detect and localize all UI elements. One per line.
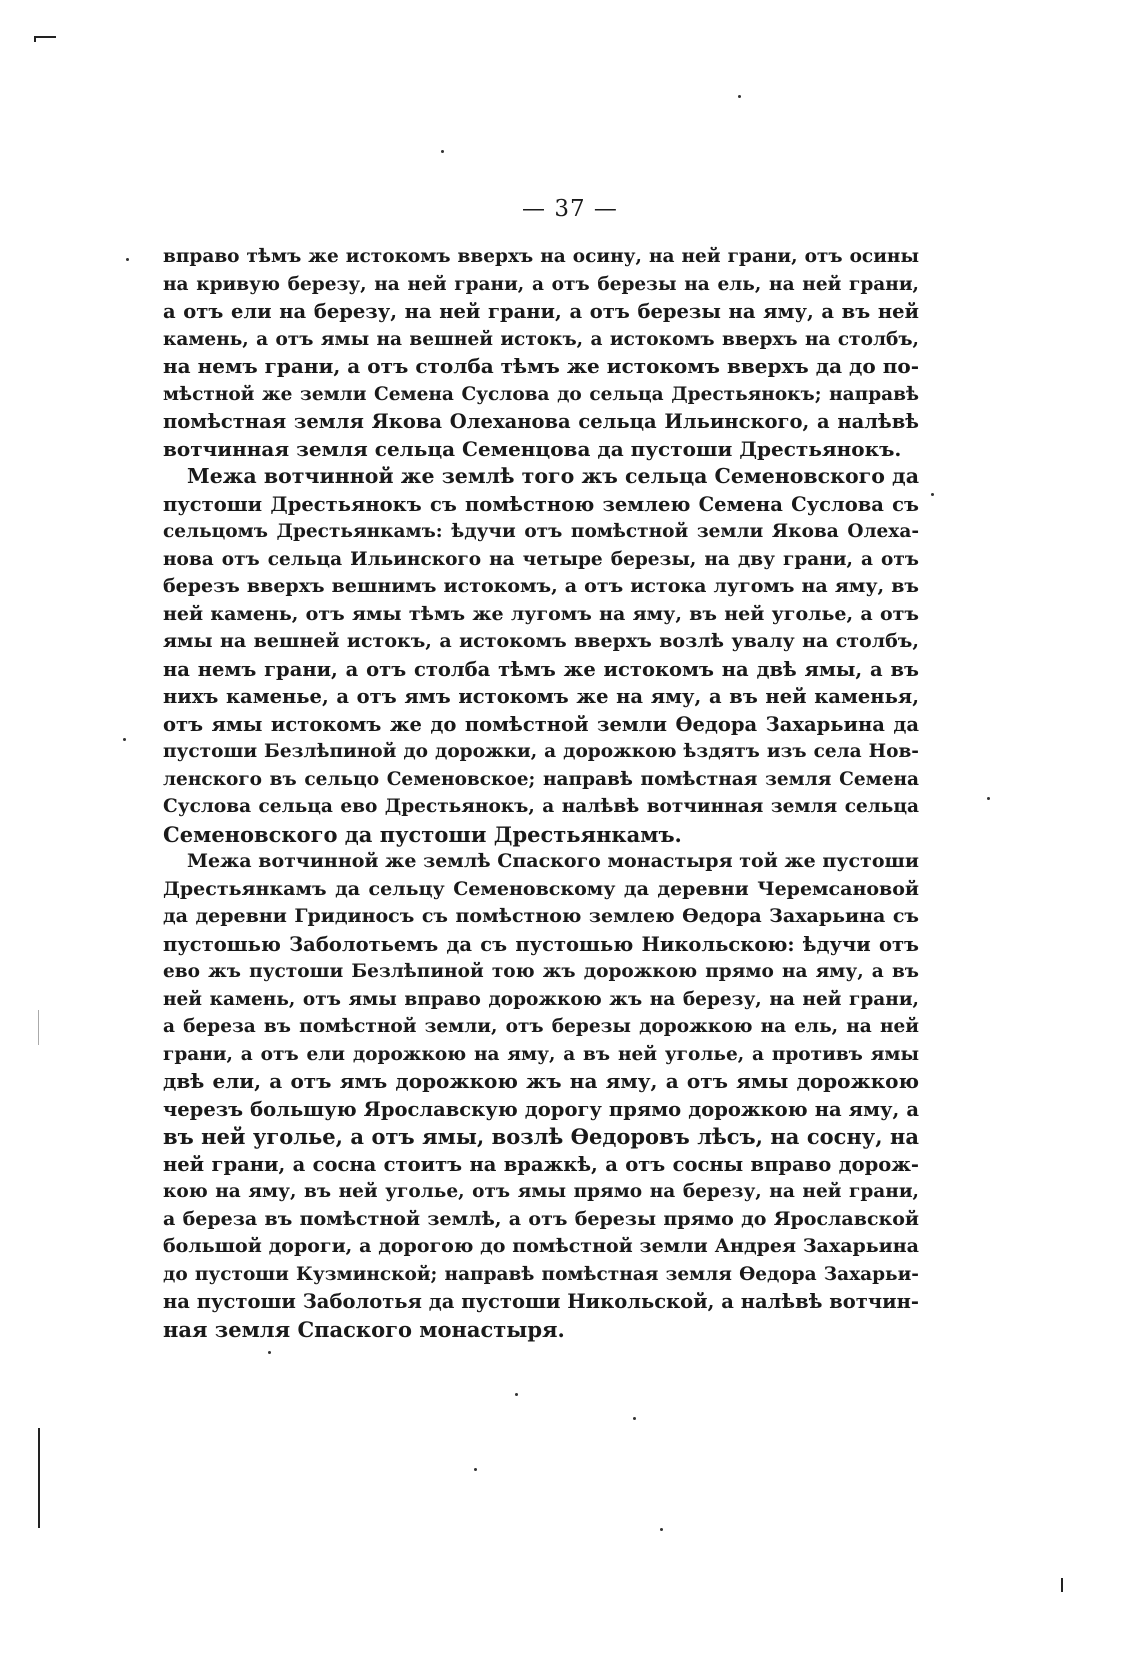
text-line: а отъ ели на березу, на ней грани, а отъ березы на яму, а въ ней — [163, 300, 919, 323]
scan-mark-top-left-tick — [34, 36, 36, 42]
text-line: Семеновского да пустоши Дрестьянкамъ. — [163, 821, 682, 847]
scan-mark-left-edge-small — [38, 1010, 39, 1045]
scan-dot — [738, 95, 741, 98]
text-line: на немъ грани, а отъ столба тѣмъ же истокомъ вверхъ да до по- — [163, 354, 919, 378]
text-line: отъ ямы истокомъ же до помѣстной земли Ѳедора Захарьина да — [163, 712, 919, 736]
text-line: мѣстной же земли Семена Суслова до сельца Дрестьянокъ; направѣ — [163, 383, 919, 405]
text-line: большой дороги, а дорогою до помѣстной земли Андрея Захарьина — [163, 1235, 919, 1257]
text-line: помѣстная земля Якова Олеханова сельца Ильинского, а налѣвѣ — [163, 410, 919, 433]
text-line: вправо тѣмъ же истокомъ вверхъ на осину, на ней грани, отъ осины — [163, 246, 919, 267]
text-line: двѣ ели, а отъ ямъ дорожкою жъ на яму, а отъ ямы дорожкою — [163, 1069, 919, 1093]
page-number: — 37 — — [522, 196, 618, 222]
scan-dot — [660, 1528, 663, 1531]
scan-mark-bottom-right — [1061, 1578, 1063, 1592]
text-line: на пустоши Заболотья да пустоши Никольской, а налѣвѣ вотчин- — [163, 1290, 919, 1313]
scan-dot — [931, 493, 934, 496]
text-line: пустоши Дрестьянокъ съ помѣстною землею Семена Суслова съ — [163, 492, 919, 516]
text-line: а береза въ помѣстной земли, отъ березы дорожкою на ель, на ней — [163, 1016, 919, 1037]
text-line: Межа вотчинной же землѣ Спаского монастыря той же пустоши — [187, 850, 919, 872]
text-line: пустоши Безлѣпиной до дорожки, а дорожкою ѣздятъ изъ села Нов- — [163, 741, 919, 762]
text-line: нова отъ сельца Ильинского на четыре березы, на дву грани, а отъ — [163, 548, 919, 570]
scan-mark-left-edge — [38, 1428, 40, 1528]
text-line: вотчинная земля сельца Семенцова да пустоши Дрестьянокъ. — [163, 436, 902, 461]
scan-dot — [126, 258, 129, 261]
scan-dot — [987, 797, 990, 800]
text-line: въ ней уголье, а отъ ямы, возлѣ Ѳедоровъ лѣсъ, на сосну, на — [163, 1124, 919, 1149]
text-line: да деревни Гридиносъ съ помѣстною землею Ѳедора Захарьина съ — [163, 905, 919, 927]
text-line: грани, а отъ ели дорожкою на яму, а въ ней уголье, а противъ ямы — [163, 1043, 919, 1065]
text-line: Межа вотчинной же землѣ того жъ сельца Семеновского да — [187, 464, 919, 488]
scan-dot — [515, 1393, 518, 1396]
text-line: до пустоши Кузминской; направѣ помѣстная земля Ѳедора Захарьи- — [163, 1263, 919, 1285]
text-line: ней камень, отъ ямы тѣмъ же лугомъ на яму, въ ней уголье, а отъ — [163, 602, 919, 625]
scan-dot — [441, 150, 444, 153]
body-text — [163, 243, 919, 1343]
text-line: на кривую березу, на ней грани, а отъ березы на ель, на ней грани, — [163, 273, 919, 295]
text-line: сельцомъ Дрестьянкамъ: ѣдучи отъ помѣстной земли Якова Олеха- — [163, 521, 919, 542]
scan-dot — [474, 1468, 477, 1471]
scan-dot — [633, 1417, 636, 1420]
text-line: ленского въ сельцо Семеновское; направѣ помѣстная земля Семена — [163, 768, 919, 790]
text-line: нихъ каменье, а отъ ямъ истокомъ же на яму, а въ ней каменья, — [163, 685, 919, 708]
text-line: кою на яму, въ ней уголье, отъ ямы прямо на березу, на ней грани, — [163, 1181, 919, 1202]
text-line: пустошью Заболотьемъ да съ пустошью Никольскою: ѣдучи отъ — [163, 932, 919, 956]
text-line: ней камень, отъ ямы вправо дорожкою жъ на березу, на ней грани, — [163, 988, 919, 1010]
text-line: ная земля Спаского монастыря. — [163, 1316, 565, 1342]
text-line: ней грани, а сосна стоитъ на вражкѣ, а отъ сосны вправо дорож- — [163, 1152, 919, 1176]
text-line: камень, а отъ ямы на вешней истокъ, а истокомъ вверхъ на столбъ, — [163, 328, 919, 350]
scan-dot — [123, 738, 126, 741]
scan-mark-top-left — [34, 36, 56, 38]
text-line: а береза въ помѣстной землѣ, а отъ березы прямо до Ярославской — [163, 1207, 919, 1230]
text-line: ево жъ пустоши Безлѣпиной тою жъ дорожкою прямо на яму, а въ — [163, 961, 919, 982]
scan-dot — [268, 1351, 271, 1354]
text-line: черезъ большую Ярославскую дорогу прямо дорожкою на яму, а — [163, 1097, 919, 1121]
text-line: Дрестьянкамъ да сельцу Семеновскому да деревни Черемсановой — [163, 877, 919, 900]
text-line: Суслова сельца ево Дрестьянокъ, а налѣвѣ вотчинная земля сельца — [163, 796, 919, 817]
text-line: ямы на вешней истокъ, а истокомъ вверхъ возлѣ увалу на столбъ, — [163, 630, 919, 652]
text-line: березъ вверхъ вешнимъ истокомъ, а отъ истока лугомъ на яму, въ — [163, 575, 919, 597]
text-line: на немъ грани, а отъ столба тѣмъ же истокомъ на двѣ ямы, а въ — [163, 657, 919, 681]
